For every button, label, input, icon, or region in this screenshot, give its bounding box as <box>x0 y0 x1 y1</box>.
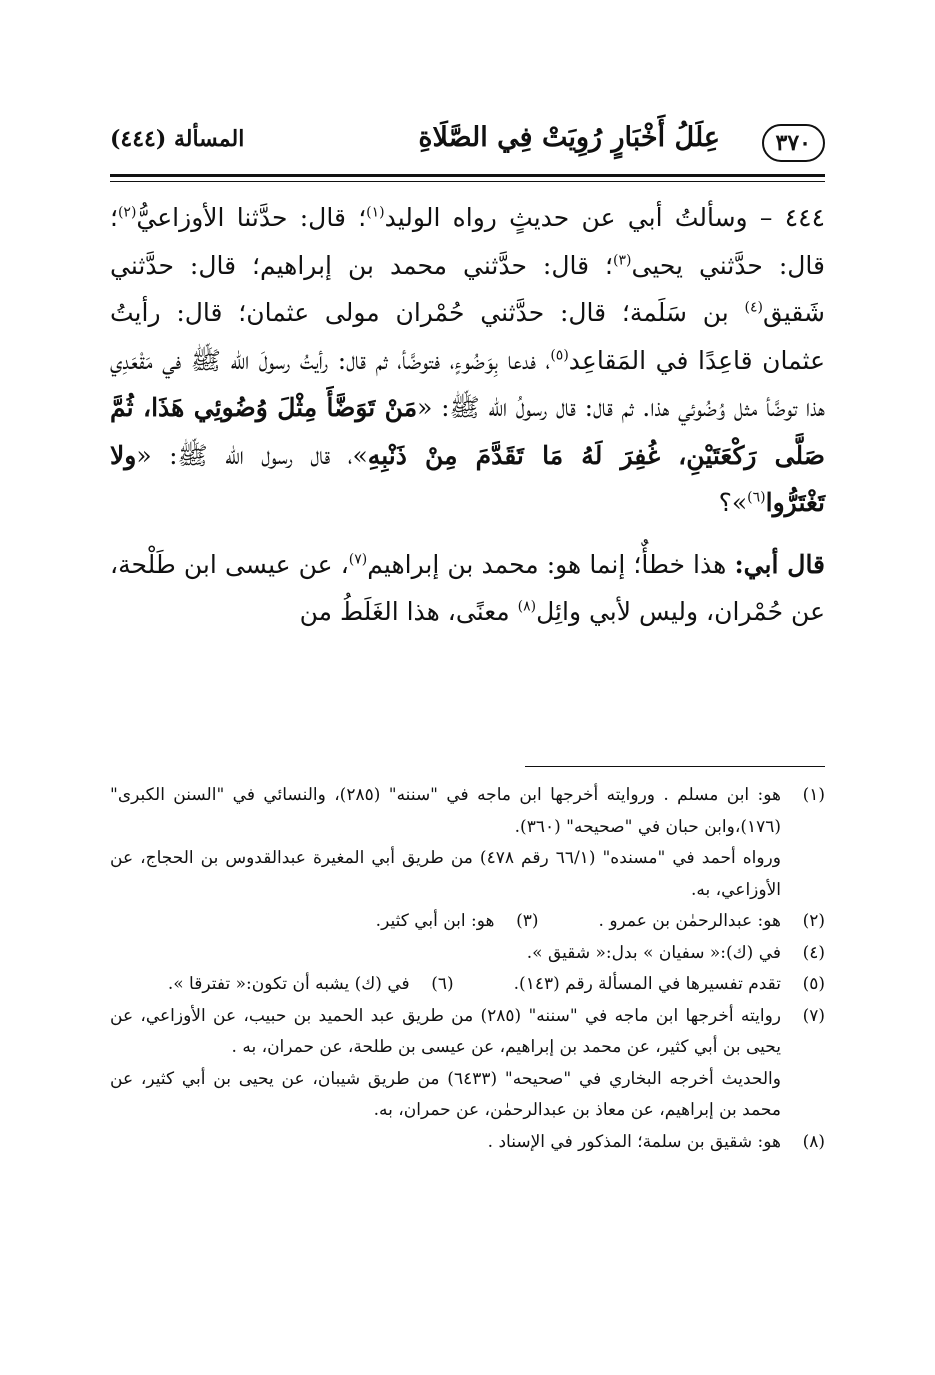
footnote-number: (٦) <box>431 974 454 994</box>
footnote-number: (٨) <box>802 1131 825 1152</box>
hadith-text: مَنْ تَوَضَّأَ مِثْلَ وُضُوئِي هَذَا، ثُمَّ صَلَّى رَكْعَتَيْنِ، غُفِرَ لَهُ مَا تَقَدَّمَ مِنْ ذَنْبِهِ <box>110 393 825 470</box>
footnote-8 <box>110 1127 825 1159</box>
footnote-ref: (٣) <box>613 252 632 269</box>
footnote-1 <box>110 780 825 906</box>
page-number: ٣٧٠ <box>775 130 811 156</box>
spacer <box>454 969 514 1001</box>
footnote-ref: (١) <box>366 204 385 221</box>
footnote-number: (٣) <box>516 911 539 931</box>
footnote-number: (٢) <box>802 911 825 931</box>
page-number-badge <box>762 124 825 162</box>
footnote-ref: (٥) <box>550 347 569 364</box>
footnote-text: هو: شقيق بن سلمة؛ المذكور في الإسناد . <box>487 1131 781 1152</box>
book-title: عِلَلُ أَخْبَارٍ رُوِيَتْ فِي الصَّلَاةِ <box>418 122 720 153</box>
footnote-ref: (٤) <box>744 299 763 316</box>
paragraph-answer <box>110 541 825 636</box>
footnote-5 <box>514 969 825 1001</box>
footnote-4 <box>110 938 825 970</box>
text-segment: ، فدعا بِوَضُوءٍ، فتوضَّأ، ثم قال: رأيتُ رسولَ الله ﷺ في مَقْعَدِي هذا توضَّأ مثل وُضُوئي هذا. ثم قال: قال رسولُ الله ﷺ: « <box>110 345 825 422</box>
text-segment: »، قال رسول الله ﷺ: « <box>136 440 368 470</box>
footnote-ref: (٢) <box>117 204 137 221</box>
text-segment: ، عن عيسى ابن طَلْحة، عن حُمْران، وليس لأبي وائِل <box>110 549 825 626</box>
header-rule-thick <box>110 174 825 177</box>
text-segment: معنًى، هذا الغَلَطُ من <box>299 597 518 626</box>
footnote-3 <box>376 906 539 938</box>
footnote-number: (٧) <box>802 1005 825 1026</box>
footnote-number: (١) <box>802 785 825 805</box>
footnote-separator <box>525 766 825 767</box>
footnote-number: (٥) <box>802 974 825 994</box>
footnote-ref: (٦) <box>747 489 766 506</box>
footnote-continuation: والحديث أخرجه البخاري في "صحيحه" (٦٤٣٣) من طريق شيبان، عن يحيى بن أبي كثير، عن محمد بن إبراهيم، عن معاذ بن عبدالرحمٰن، عن حمران، به. <box>110 1068 781 1120</box>
footnote-text: هو: ابن مسلم . وروايته أخرجها ابن ماجه في "سننه" (٢٨٥)، والنسائي في "السنن الكبرى" (١٧٦)،وابن حبان في "صحيحه" (٣٦٠). <box>110 785 782 837</box>
footnote-ref: (٨) <box>517 598 537 615</box>
text-segment: بن سَلَمة؛ قال: حدَّثني حُمْران مولى عثمان؛ قال: رأيتُ عثمان قاعِدًا في المَقاعِد <box>110 298 825 375</box>
footnote-text: تقدم تفسيرها في المسألة رقم (١٤٣). <box>513 974 781 994</box>
footnote-text: في (ك) يشبه أن تكون:« تفترقا ». <box>167 974 410 994</box>
footnote-text: روايته أخرجها ابن ماجه في "سننه" (٢٨٥) من طريق عبد الحميد بن حبيب، عن الأوزاعي، عن يحيى بن أبي كثير، عن محمد بن إبراهيم، عن عيسى بن طلحة، عن حمران، به . <box>110 1005 781 1057</box>
footnote-ref: (٧) <box>348 551 368 568</box>
text-segment: »؟ <box>718 488 748 517</box>
footnote-row-5-6 <box>110 969 825 1001</box>
text-segment: ؛ قال: حدَّثني يحيى <box>110 203 825 280</box>
footnote-text: في (ك):« سفيان » بدل:« شقيق ». <box>526 942 781 963</box>
footnote-body <box>110 780 781 906</box>
text-segment: ؛ قال: حدَّثنا الأوزاعيُّ <box>136 203 367 232</box>
page-header <box>110 118 825 168</box>
footnotes <box>110 780 825 1158</box>
footnote-text: هو: عبدالرحمٰن بن عمرو . <box>598 911 781 931</box>
main-text <box>110 194 825 636</box>
footnote-continuation: ورواه أحمد في "مسنده" (٦٦/١ رقم ٤٧٨) من طريق أبي المغيرة عبدالقدوس بن الحجاج، عن الأوزاعي، به. <box>110 848 781 900</box>
issue-label: المسألة (٤٤٤) <box>110 126 245 152</box>
footnote-7 <box>110 1001 825 1127</box>
footnote-row-2-3 <box>110 906 825 938</box>
text-segment: هذا خطأٌ؛ إنما هو: محمد بن إبراهيم <box>367 549 735 579</box>
footnote-body <box>110 1001 781 1127</box>
hadith-text: ولا تَغْتَرُّوا <box>110 440 825 517</box>
text-segment: ٤٤٤ – وسألتُ أبي عن حديثٍ رواه الوليد <box>384 203 826 232</box>
header-rule-thin <box>110 181 825 182</box>
footnote-6 <box>168 969 454 1001</box>
answer-lead: قال أبي: <box>734 549 826 579</box>
text-segment: ؛ قال: حدَّثني محمد بن إبراهيم؛ قال: حدَّثني شَقيق <box>110 250 825 327</box>
footnote-number: (٤) <box>802 942 825 963</box>
footnote-text: هو: ابن أبي كثير. <box>375 911 495 931</box>
footnote-2 <box>599 906 825 938</box>
paragraph-question <box>110 194 825 527</box>
spacer <box>539 906 599 938</box>
